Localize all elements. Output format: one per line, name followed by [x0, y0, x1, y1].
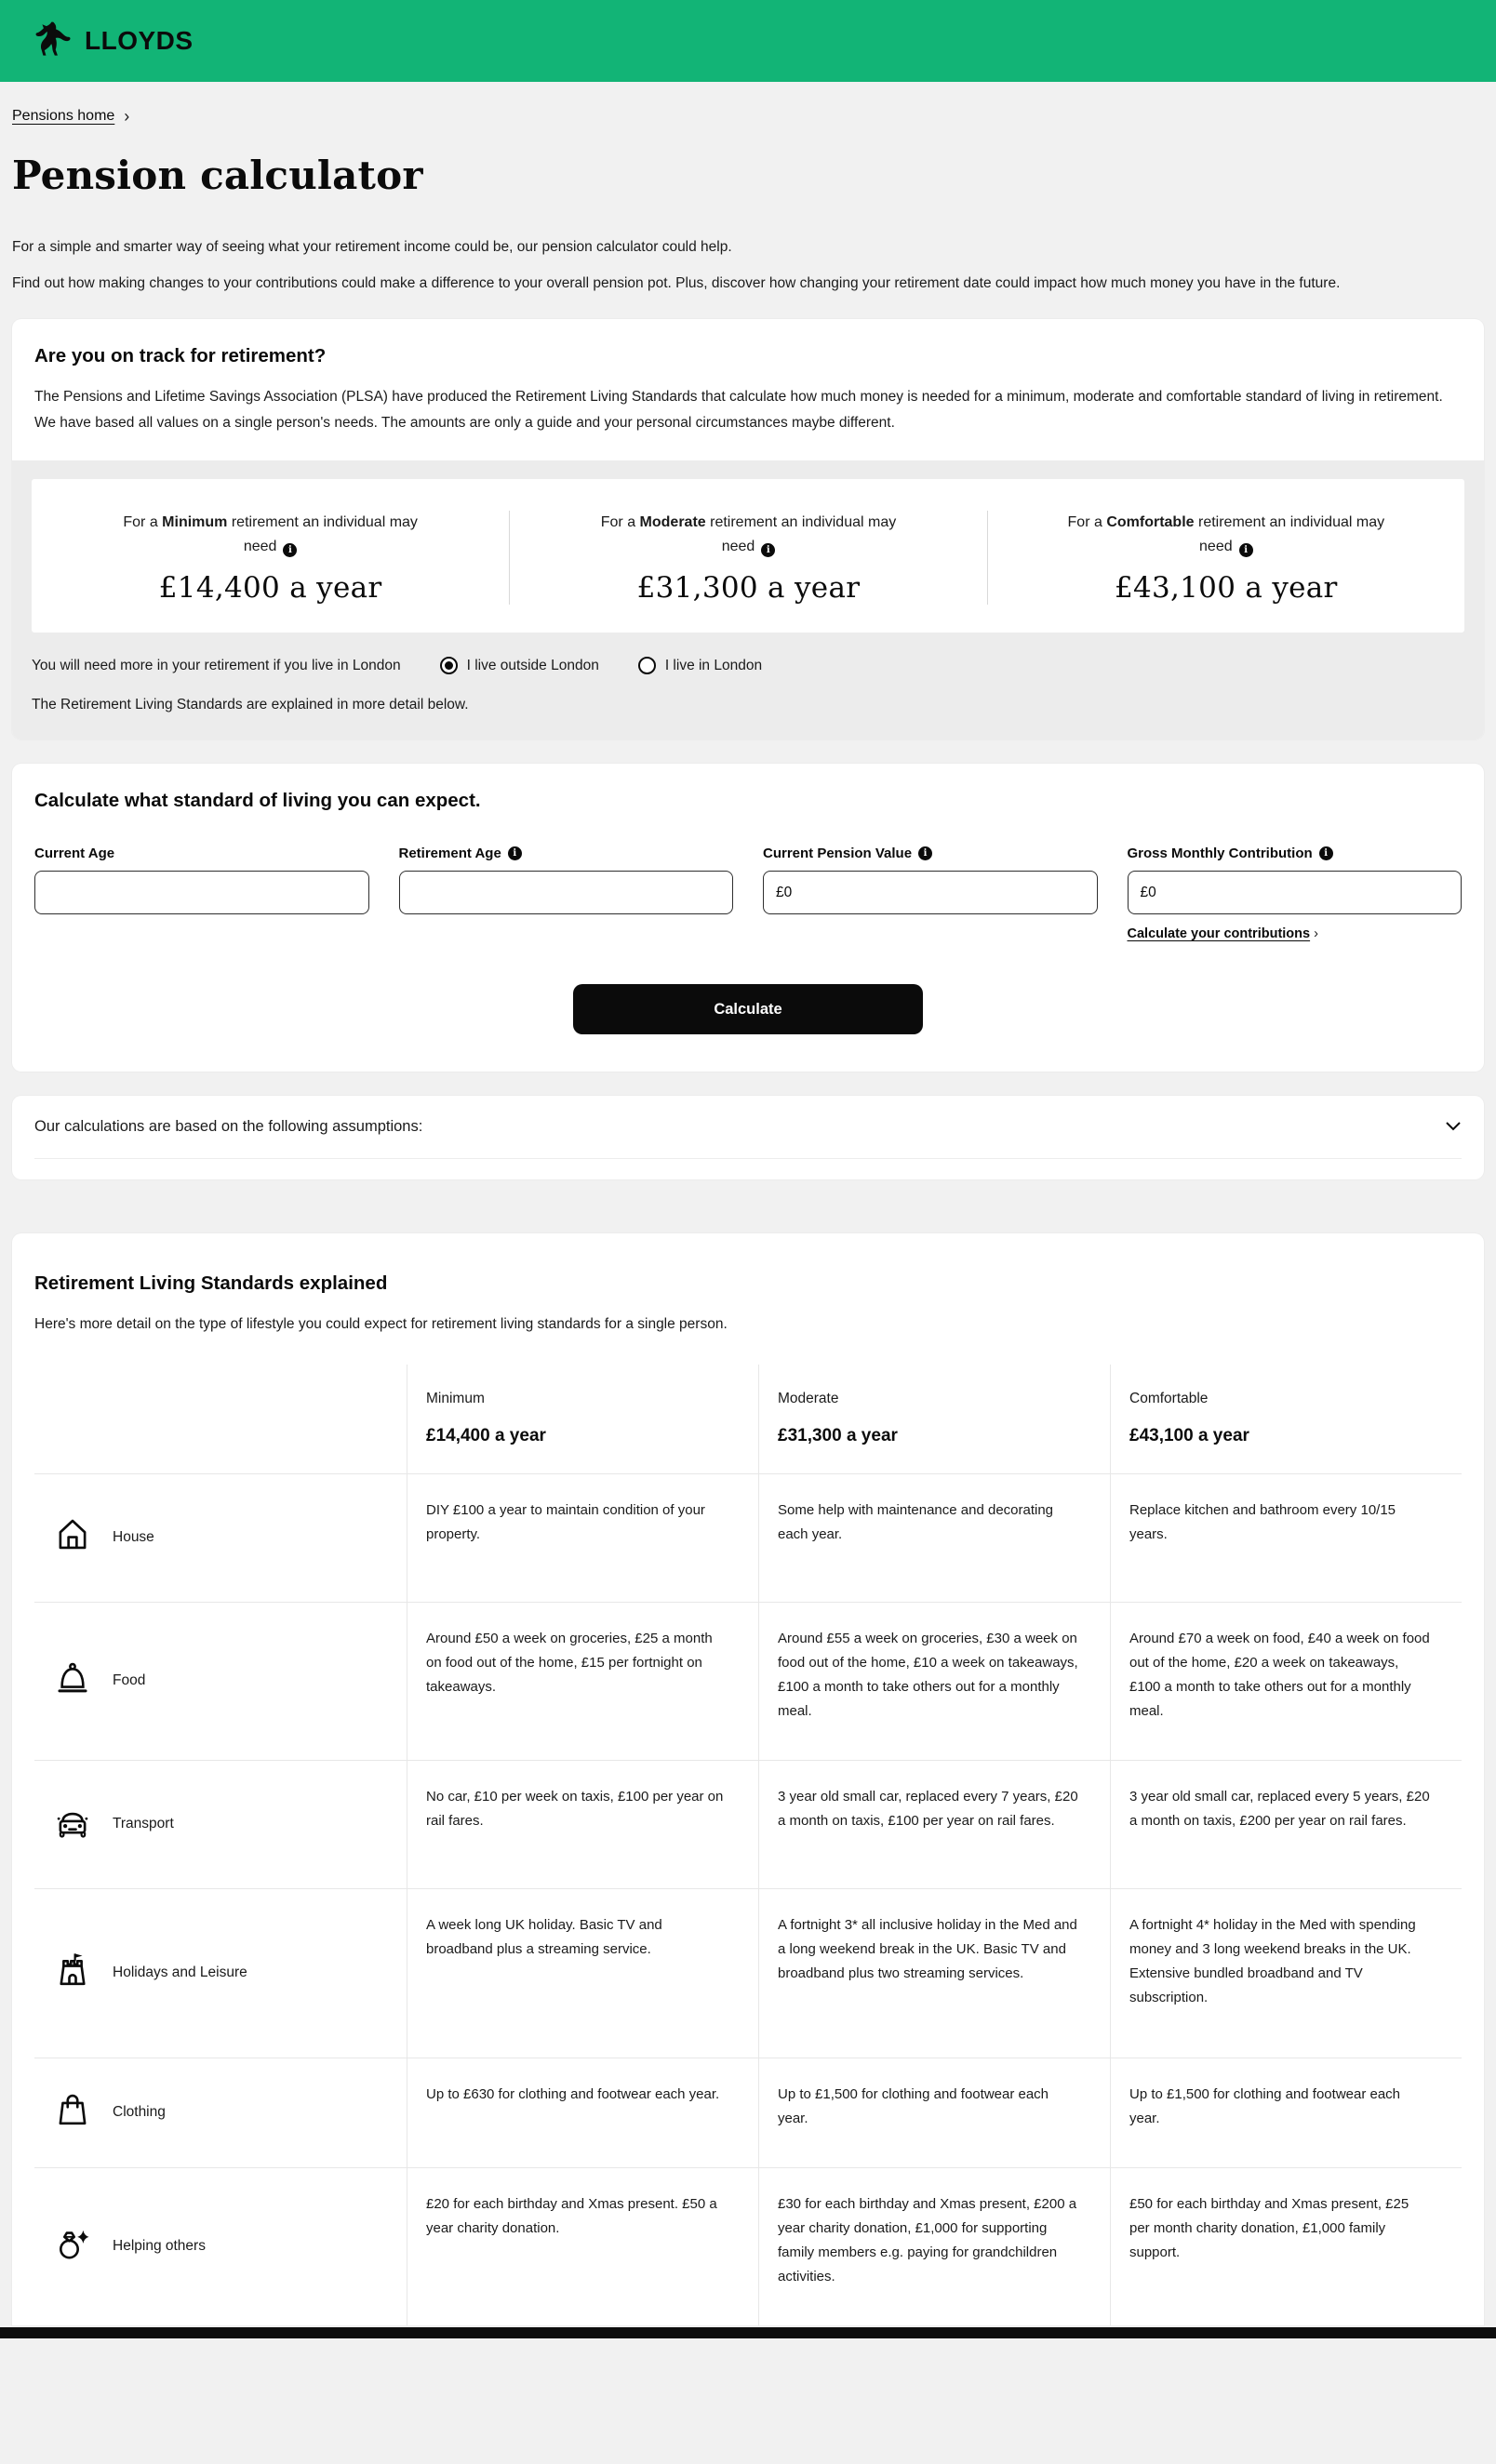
site-header — [0, 0, 1496, 82]
chevron-right-icon: › — [124, 107, 130, 126]
radio-label: I live in London — [664, 657, 763, 673]
intro-paragraph-2: Find out how making changes to your contributions could make a difference to your overall pension pot. Plus, discover how changing your retirement date could impact how much money you have in the future. — [12, 274, 1341, 291]
category-transport — [34, 1761, 407, 1888]
table-row-holidays-leisure — [34, 1888, 1462, 2058]
standards-explained-subheading: Here's more detail on the type of lifestyle you could expect for retirement living standards for a single person. — [34, 1316, 728, 1333]
standards-note: The Retirement Living Standards are explained in more detail below. — [32, 697, 469, 713]
stat-level: Comfortable — [1106, 513, 1195, 530]
field-gross-monthly-contribution — [1128, 846, 1463, 941]
table-cell: A fortnight 4* holiday in the Med with spending money and 3 long weekend breaks in the UK. Extensive bundled broadband and TV subscription. — [1110, 1889, 1462, 2058]
table-row-clothing — [34, 2058, 1462, 2167]
category-label: Transport — [113, 1816, 174, 1832]
table-cell: DIY £100 a year to maintain condition of your property. — [407, 1474, 758, 1602]
category-clothing — [34, 2058, 407, 2167]
table-cell: Some help with maintenance and decorating each year. — [758, 1474, 1110, 1602]
assumptions-accordion — [12, 1096, 1484, 1179]
column-amount: £31,300 a year — [778, 1425, 898, 1445]
table-cell: £30 for each birthday and Xmas present, £200 a year charity donation, £1,000 for supporting family members e.g. paying for grandchildren activities. — [758, 2168, 1110, 2325]
current-pension-value-input[interactable] — [763, 871, 1098, 914]
info-icon[interactable]: i — [1239, 543, 1253, 557]
stat-text: For a — [600, 513, 640, 530]
house-icon — [53, 1514, 92, 1562]
stat-comfortable — [987, 511, 1464, 605]
table-row-house — [34, 1473, 1462, 1602]
field-current-age — [34, 846, 369, 941]
info-icon[interactable]: i — [283, 543, 297, 557]
stat-minimum-amount: £14,400 a year — [158, 571, 382, 606]
column-name: Minimum — [426, 1390, 485, 1406]
table-cell: Around £55 a week on groceries, £30 a week on food out of the home, £10 a week on takeaways, £100 a month to take others out for a monthly meal. — [758, 1603, 1110, 1760]
calculator-heading: Calculate what standard of living you can expect. — [34, 790, 481, 812]
breadcrumb — [12, 82, 1484, 125]
stat-moderate-desc — [588, 511, 909, 558]
london-radio-group — [32, 657, 1464, 674]
category-label: Helping others — [113, 2238, 206, 2255]
assumptions-label: Our calculations are based on the following assumptions: — [34, 1118, 423, 1136]
on-track-card — [12, 319, 1484, 739]
ring-sparkle-icon — [53, 2223, 92, 2271]
chevron-right-icon: › — [1314, 926, 1318, 942]
calculate-contributions-link[interactable]: Calculate your contributions — [1127, 926, 1311, 942]
standards-summary — [32, 479, 1464, 633]
category-house — [34, 1474, 407, 1602]
column-name: Comfortable — [1129, 1390, 1209, 1406]
chevron-down-icon[interactable] — [1445, 1119, 1462, 1136]
retirement-age-input[interactable] — [399, 871, 734, 914]
field-label: Retirement Age — [398, 846, 501, 862]
calculate-button[interactable]: Calculate — [573, 984, 923, 1034]
info-icon[interactable]: i — [1319, 846, 1333, 860]
radio-label: I live outside London — [466, 657, 599, 673]
sandcastle-icon — [53, 1950, 92, 1997]
stat-level: Moderate — [639, 513, 706, 530]
stat-minimum-desc — [110, 511, 431, 558]
standards-explained-card — [12, 1233, 1484, 2325]
category-holidays — [34, 1889, 407, 2058]
stat-text: For a — [123, 513, 163, 530]
calculator-form — [34, 846, 1462, 941]
stat-comfortable-amount: £43,100 a year — [1114, 571, 1338, 606]
column-amount: £43,100 a year — [1129, 1425, 1249, 1445]
lloyds-logo[interactable] — [34, 19, 194, 64]
stat-text: retirement an individual may need — [1194, 513, 1385, 554]
info-icon[interactable]: i — [761, 543, 775, 557]
table-cell: £50 for each birthday and Xmas present, £25 per month charity donation, £1,000 family support. — [1110, 2168, 1462, 2325]
table-cell: Up to £1,500 for clothing and footwear each year. — [1110, 2058, 1462, 2167]
stat-moderate-amount: £31,300 a year — [636, 571, 861, 606]
field-current-pension-value — [763, 846, 1098, 941]
standards-explained-heading: Retirement Living Standards explained — [34, 1272, 388, 1295]
radio-live-in-london[interactable] — [638, 657, 762, 674]
table-cell: Up to £1,500 for clothing and footwear each year. — [758, 2058, 1110, 2167]
shopping-bag-icon — [53, 2089, 92, 2137]
field-label: Current Age — [34, 846, 115, 862]
table-cell: Around £50 a week on groceries, £25 a month on food out of the home, £15 per fortnight on takeaways. — [407, 1603, 758, 1760]
info-icon[interactable]: i — [918, 846, 932, 860]
field-label: Current Pension Value — [763, 846, 913, 862]
table-cell: 3 year old small car, replaced every 5 years, £20 a month on taxis, £200 per year on rail fares. — [1110, 1761, 1462, 1888]
stat-minimum — [32, 511, 509, 605]
radio-live-outside-london[interactable] — [440, 657, 599, 674]
london-question: You will need more in your retirement if you live in London — [32, 657, 401, 673]
category-label: Food — [113, 1672, 146, 1689]
standards-band — [12, 460, 1484, 739]
category-label: Clothing — [113, 2104, 166, 2121]
on-track-heading: Are you on track for retirement? — [34, 345, 327, 367]
on-track-body: The Pensions and Lifetime Savings Association (PLSA) have produced the Retirement Living Standards that calculate how much money is needed for a minimum, moderate and comfortable standard of living in retirement. We have based all values on a single person's needs. The amounts are only a guide and your personal circumstances maybe different. — [34, 389, 1443, 432]
stat-text: For a — [1067, 513, 1107, 530]
column-amount: £14,400 a year — [426, 1425, 546, 1445]
lloyds-horse-icon — [34, 19, 75, 64]
category-helping-others — [34, 2168, 407, 2325]
category-label: House — [113, 1529, 154, 1546]
car-icon — [53, 1801, 92, 1848]
table-cell: A fortnight 3* all inclusive holiday in the Med and a long weekend break in the UK. Basic TV and broadband plus two streaming services. — [758, 1889, 1110, 2058]
info-icon[interactable]: i — [508, 846, 522, 860]
field-label: Gross Monthly Contribution — [1127, 846, 1313, 862]
stat-text: retirement an individual may need — [227, 513, 418, 554]
table-cell: No car, £10 per week on taxis, £100 per year on rail fares. — [407, 1761, 758, 1888]
table-header-empty — [34, 1365, 407, 1473]
table-row-helping-others — [34, 2167, 1462, 2325]
category-label: Holidays and Leisure — [113, 1965, 247, 1981]
table-header-minimum — [407, 1365, 758, 1473]
brand-name: LLOYDS — [85, 26, 194, 55]
stat-text: retirement an individual may need — [705, 513, 897, 554]
table-header-comfortable — [1110, 1365, 1462, 1473]
food-cloche-icon — [53, 1658, 92, 1705]
page-title: Pension calculator — [12, 153, 423, 198]
category-food — [34, 1603, 407, 1760]
table-row-food — [34, 1602, 1462, 1760]
table-cell: Replace kitchen and bathroom every 10/15 years. — [1110, 1474, 1462, 1602]
table-row-transport — [34, 1760, 1462, 1888]
table-cell: Up to £630 for clothing and footwear each year. — [407, 2058, 758, 2167]
intro-paragraph-1: For a simple and smarter way of seeing what your retirement income could be, our pension calculator could help. — [12, 239, 732, 255]
stat-level: Minimum — [162, 513, 228, 530]
assumptions-accordion-header[interactable] — [34, 1118, 1462, 1159]
breadcrumb-link-pensions-home[interactable]: Pensions home — [12, 108, 115, 124]
gross-monthly-contribution-input[interactable] — [1128, 871, 1463, 914]
stat-moderate — [509, 511, 986, 605]
table-cell: £20 for each birthday and Xmas present. £50 a year charity donation. — [407, 2168, 758, 2325]
radio-selected-icon[interactable] — [440, 657, 458, 674]
field-retirement-age — [399, 846, 734, 941]
column-name: Moderate — [778, 1390, 839, 1406]
table-cell: Around £70 a week on food, £40 a week on food out of the home, £20 a week on takeaways, £100 a month to take others out for a monthly meal. — [1110, 1603, 1462, 1760]
radio-unselected-icon[interactable] — [638, 657, 656, 674]
table-header-row — [34, 1365, 1462, 1473]
table-header-moderate — [758, 1365, 1110, 1473]
table-cell: 3 year old small car, replaced every 7 years, £20 a month on taxis, £100 per year on rail fares. — [758, 1761, 1110, 1888]
current-age-input[interactable] — [34, 871, 369, 914]
calculator-card — [12, 764, 1484, 1072]
footer-strip — [0, 2327, 1496, 2338]
stat-comfortable-desc — [1065, 511, 1386, 558]
table-cell: A week long UK holiday. Basic TV and broadband plus a streaming service. — [407, 1889, 758, 2058]
standards-table — [34, 1365, 1462, 2325]
